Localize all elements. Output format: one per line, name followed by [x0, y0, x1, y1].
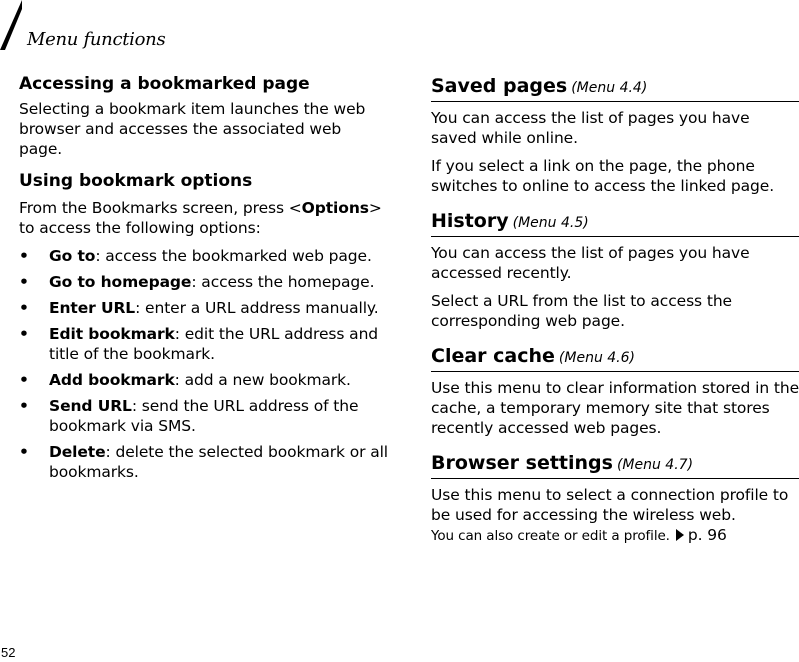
paragraph: Use this menu to select a connection profile to be used for accessing the wireless web.: [431, 486, 789, 524]
list-item: [19, 396, 389, 436]
arrow-right-icon: [676, 529, 684, 541]
paragraph-options: [19, 198, 389, 238]
list-item-desc: : access the bookmarked web page.: [95, 247, 372, 265]
list-item-desc: : add a new bookmark.: [174, 371, 351, 389]
section-header-saved-pages: [431, 73, 799, 102]
paragraph: Select a URL from the list to access the corresponding web page.: [431, 292, 732, 330]
list-item-desc: : delete the selected bookmark or all bookmarks.: [49, 443, 389, 481]
options-text-pre: From the Bookmarks screen, press <: [19, 199, 302, 217]
list-item-term: Send URL: [49, 397, 132, 415]
options-softkey: Options: [301, 199, 369, 217]
list-item-desc: : access the homepage.: [191, 273, 375, 291]
list-item: [19, 298, 389, 318]
list-item: [19, 442, 389, 482]
paragraph-accessing: Selecting a bookmark item launches the web browser and accesses the associated web page.: [19, 100, 366, 158]
list-item-desc: : edit the URL address and title of the bookmark.: [49, 325, 379, 363]
bullet-icon: •: [19, 273, 29, 291]
list-item-desc: : send the URL address of the bookmark via SMS.: [49, 397, 359, 435]
paragraph: You can access the list of pages you have accessed recently.: [431, 244, 750, 282]
list-item: [19, 370, 389, 390]
profile-note: You can also create or edit a profile.: [431, 528, 670, 544]
bullet-icon: •: [19, 443, 29, 461]
section-title: Saved pages: [431, 75, 568, 97]
paragraph: Use this menu to clear information stored in the cache, a temporary memory site that stores recently accessed web pages.: [431, 379, 799, 437]
list-item-term: Go to homepage: [49, 273, 192, 291]
bullet-icon: •: [19, 325, 29, 343]
menu-ref: (Menu 4.5): [512, 215, 589, 231]
menu-ref: (Menu 4.4): [571, 80, 648, 96]
section-heading-accessing: Accessing a bookmarked page: [19, 74, 310, 94]
section-header-browser-settings: [431, 450, 799, 479]
bullet-icon: •: [19, 371, 29, 389]
list-item-term: Add bookmark: [49, 371, 175, 389]
list-item-term: Edit bookmark: [49, 325, 175, 343]
list-item-term: Go to: [49, 247, 96, 265]
paragraph: If you select a link on the page, the phone switches to online to access the linked page.: [431, 157, 775, 195]
options-list: [19, 246, 389, 482]
list-item-term: Delete: [49, 443, 106, 461]
bullet-icon: •: [19, 247, 29, 265]
list-item-desc: : enter a URL address manually.: [135, 299, 379, 317]
section-heading-options: Using bookmark options: [19, 171, 253, 191]
menu-ref: (Menu 4.6): [558, 350, 635, 366]
paragraph: You can access the list of pages you have saved while online.: [431, 109, 750, 147]
left-column: [19, 73, 389, 488]
page-reference: p. 96: [687, 526, 727, 544]
list-item: [19, 246, 389, 266]
section-title: History: [431, 210, 509, 232]
section-title: Browser settings: [431, 452, 613, 474]
bullet-icon: •: [19, 397, 29, 415]
section-header-clear-cache: [431, 343, 799, 372]
right-column: [431, 73, 799, 546]
section-header-history: [431, 208, 799, 237]
options-text-post: > to access the following options:: [19, 199, 382, 237]
paragraph-profile: [431, 525, 799, 546]
header-title: Menu functions: [27, 29, 166, 50]
section-title: Clear cache: [431, 345, 555, 367]
menu-ref: (Menu 4.7): [616, 457, 694, 473]
bullet-icon: •: [19, 299, 29, 317]
list-item: [19, 324, 389, 364]
list-item-term: Enter URL: [49, 299, 136, 317]
header-decoration: [0, 0, 22, 50]
list-item: [19, 272, 389, 292]
page-number: 52: [1, 645, 16, 660]
